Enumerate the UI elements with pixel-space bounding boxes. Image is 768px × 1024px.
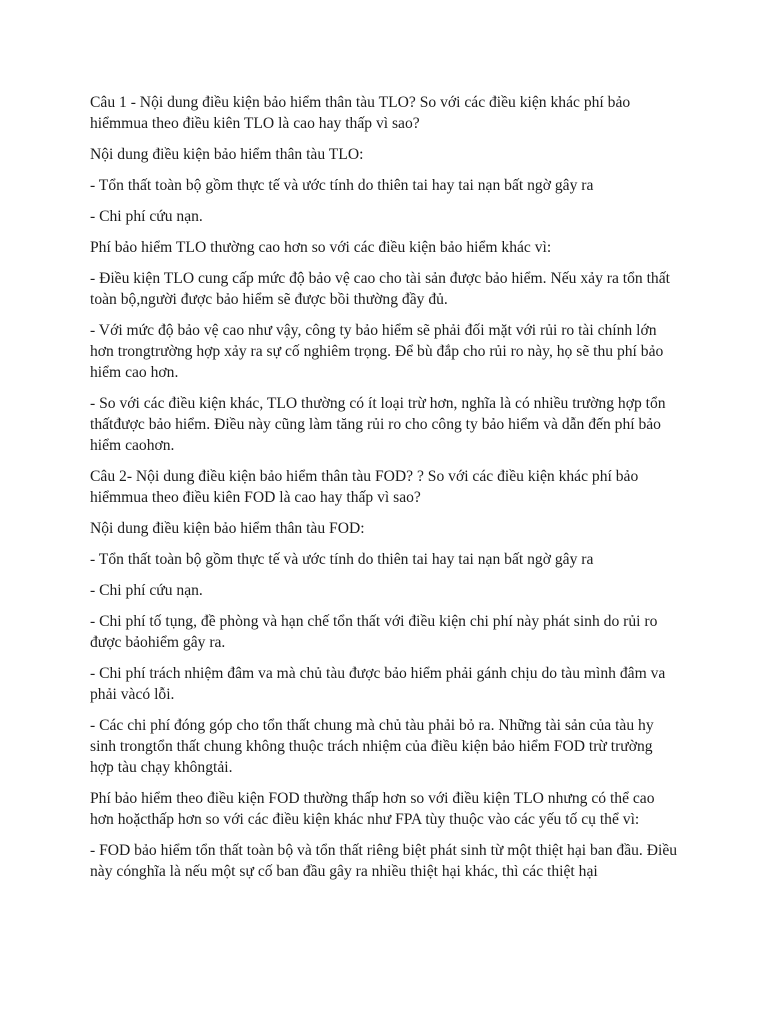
question-1-heading: Câu 1 - Nội dung điều kiện bảo hiểm thân tàu TLO? So với các điều kiện khác phí bảo hiểmmua theo điều kiên TLO là cao hay thấp vì sao? (90, 94, 631, 132)
fod-item-salvage: - Chi phí cứu nạn. (90, 582, 203, 599)
tlo-reason-3: - So với các điều kiện khác, TLO thường có ít loại trừ hơn, nghĩa là có nhiều trường hợp tổn thấtđược bảo hiểm. Điều này cũng làm tăng rủi ro cho công ty bảo hiểm và dẫn đến phí bảo hiểm caohơn. (90, 395, 666, 454)
tlo-item-salvage: - Chi phí cứu nạn. (90, 208, 203, 225)
tlo-reason-2: - Với mức độ bảo vệ cao như vậy, công ty bảo hiểm sẽ phải đối mặt với rủi ro tài chính lớn hơn trongtrường hợp xảy ra sự cố nghiêm trọng. Để bù đắp cho rủi ro này, họ sẽ thu phí bảo hiểm cao hơn. (90, 322, 664, 381)
fod-premium-heading: Phí bảo hiểm theo điều kiện FOD thường thấp hơn so với điều kiện TLO nhưng có thể cao hơn hoặcthấp hơn so với các điều kiện khác như FPA tùy thuộc vào các yếu tố cụ thể vì: (90, 790, 655, 828)
fod-item-general-average: - Các chi phí đóng góp cho tổn thất chung mà chủ tàu phải bỏ ra. Những tài sản của tàu hy sinh trongtổn thất chung không thuộc trách nhiệm của điều kiện bảo hiểm FOD trừ trường hợp tàu chạy khôngtải. (90, 717, 654, 776)
tlo-reason-1: - Điều kiện TLO cung cấp mức độ bảo vệ cao cho tài sản được bảo hiểm. Nếu xảy ra tổn thất toàn bộ,người được bảo hiểm sẽ được bồi thường đầy đủ. (90, 270, 670, 308)
fod-item-total-loss: - Tổn thất toàn bộ gồm thực tế và ước tính do thiên tai hay tai nạn bất ngờ gây ra (90, 551, 594, 568)
fod-reason-1: - FOD bảo hiểm tổn thất toàn bộ và tổn thất riêng biệt phát sinh từ một thiệt hại ban đầu. Điều này cónghĩa là nếu một sự cố ban đầu gây ra nhiều thiệt hại khác, thì các thiệt hại (90, 842, 678, 880)
fod-item-litigation: - Chi phí tố tụng, đề phòng và hạn chế tổn thất với điều kiện chi phí này phát sinh do rủi ro được bảohiểm gây ra. (90, 613, 658, 651)
fod-content-heading: Nội dung điều kiện bảo hiểm thân tàu FOD: (90, 520, 365, 537)
tlo-content-heading: Nội dung điều kiện bảo hiểm thân tàu TLO: (90, 146, 364, 163)
document-page (90, 92, 680, 892)
question-2-heading: Câu 2- Nội dung điều kiện bảo hiểm thân tàu FOD? ? So với các điều kiện khác phí bảo hiểmmua theo điều kiên FOD là cao hay thấp vì sao? (90, 468, 639, 506)
fod-item-collision: - Chi phí trách nhiệm đâm va mà chủ tàu được bảo hiểm phải gánh chịu do tàu mình đâm va phải vàcó lỗi. (90, 665, 666, 703)
tlo-item-total-loss: - Tổn thất toàn bộ gồm thực tế và ước tính do thiên tai hay tai nạn bất ngờ gây ra (90, 177, 594, 194)
tlo-premium-heading: Phí bảo hiểm TLO thường cao hơn so với các điều kiện bảo hiểm khác vì: (90, 239, 552, 256)
